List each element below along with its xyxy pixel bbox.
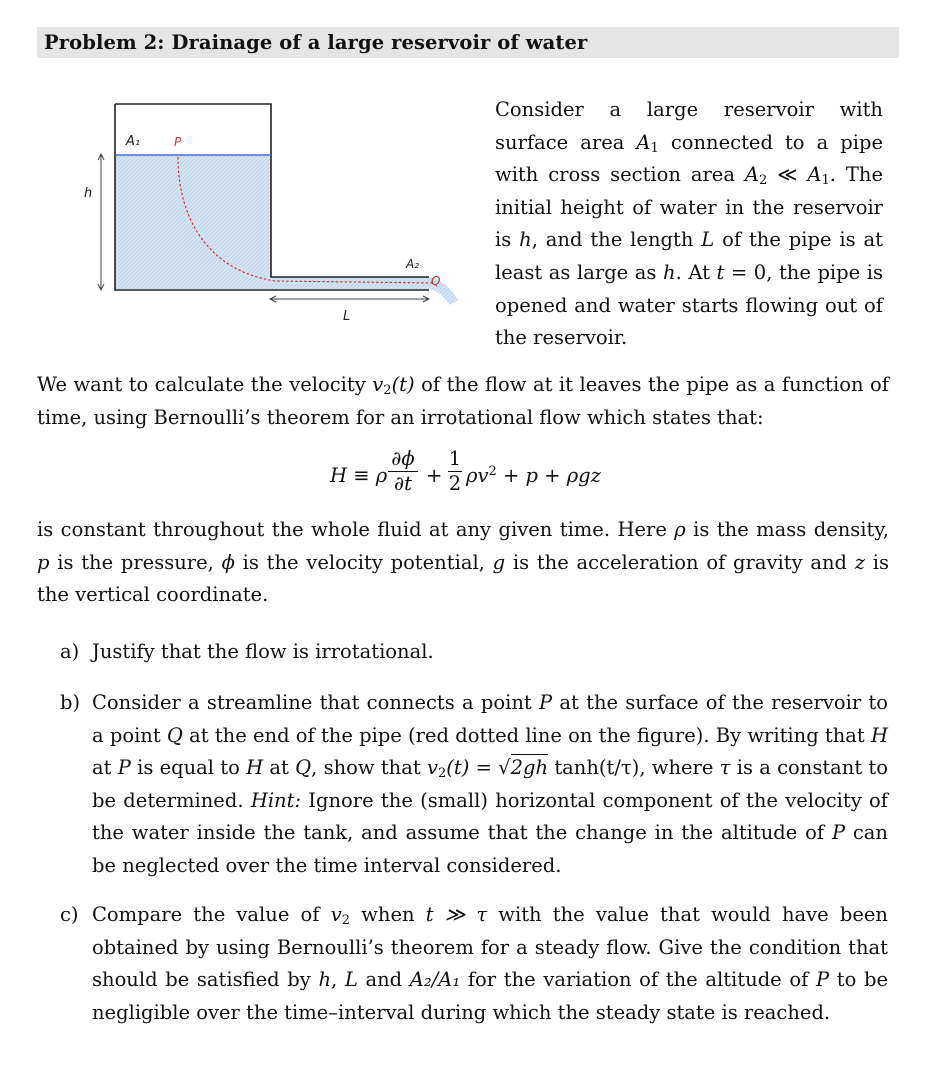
label-h: h [84, 186, 93, 201]
eq-half: 1 2 [448, 447, 462, 495]
eq-derivative: ∂ϕ ∂t [388, 448, 418, 495]
eq-rest: $\rho v^2 + p + \rho gz$ [466, 464, 601, 487]
paragraph-definitions: is constant throughout the whole fluid at any given time. Here ρ is the mass density, p is the pressure, ϕ is the velocity potential, g is the acceleration of gravity and z is the vertical coordinate. [37, 518, 890, 607]
water-body [115, 155, 271, 289]
paragraph-velocity: We want to calculate the velocity $v_2(t)$ of the flow at it leaves the pipe as a function of time, using Bernoulli’s theorem for an irrotational flow which states that: [37, 373, 889, 429]
problem-title-bar [37, 27, 899, 58]
label-q: Q [431, 274, 441, 288]
bernoulli-equation: H ≡ ρ ∂ϕ ∂t + 1 2 $\rho v^2 + p + \rho gz$ [330, 447, 601, 495]
problem-title: Problem 2: Drainage of a large reservoir of water [44, 31, 588, 54]
label-p: P [174, 135, 182, 149]
reservoir-figure [70, 95, 470, 335]
intro-paragraph: Consider a large reservoir with surface area $A_1$ connected to a pipe with cross section area $A_2$ ≪ $A_1$. The initial height of water in the reservoir is h, and the length L of the pipe is at least as large as h. At t = 0, the pipe is opened and water starts flowing out of the reservoir. [495, 98, 884, 350]
label-a1: A₁ [126, 134, 141, 149]
label-l: L [343, 309, 351, 324]
label-a2: A₂ [406, 257, 420, 271]
eq-lhs: H ≡ ρ [330, 464, 388, 487]
